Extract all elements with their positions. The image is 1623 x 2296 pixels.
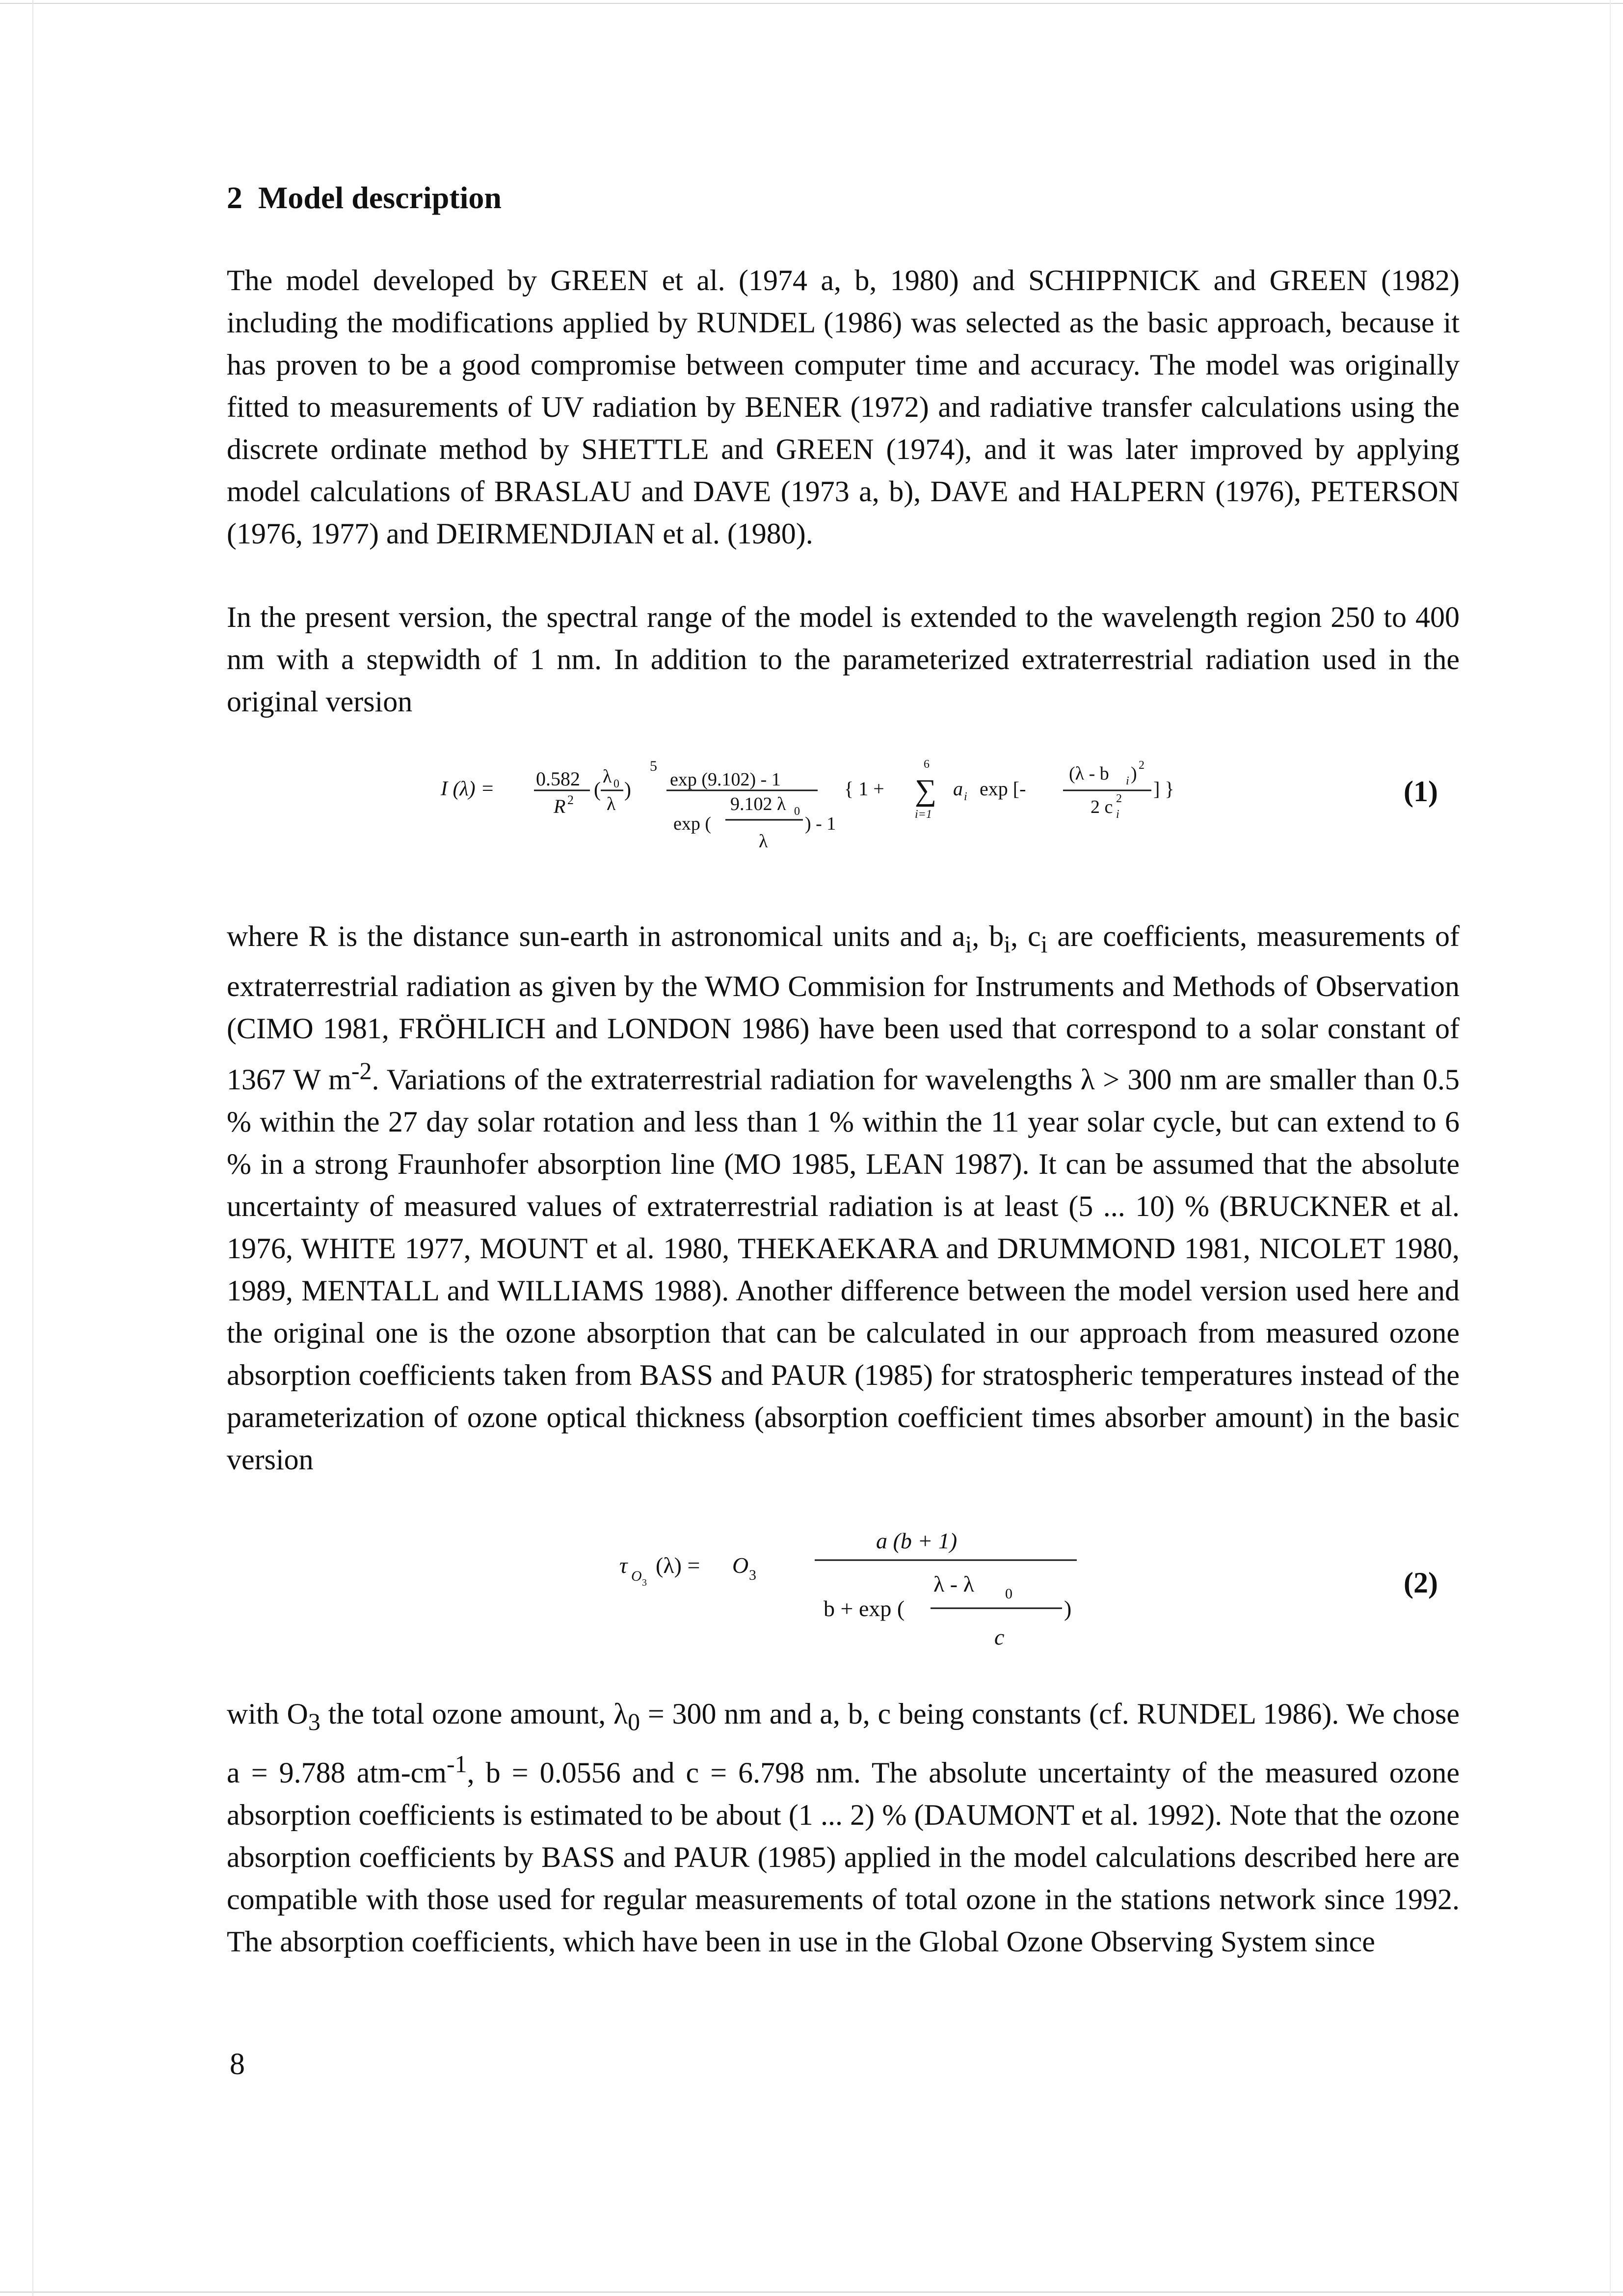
paragraph-spectral-range: In the present version, the spectral range of the model is extended to the wavelength region 250 to 400 nm with a stepwidth of 1 nm. In addition to the parameterized extraterrestrial radiation used in the original version — [227, 601, 1460, 718]
scan-edge-left — [32, 0, 33, 2296]
eq2-rhs-o: O — [732, 1553, 749, 1578]
eq2-den-close: ) — [1064, 1596, 1072, 1621]
equation-extraterrestrial-radiation — [432, 736, 1345, 884]
p4-text-a: with O — [227, 1698, 308, 1730]
p3-sub-c-i: i — [1040, 930, 1048, 958]
eq1-ratio-den: λ — [607, 794, 616, 814]
equation-2-svg — [613, 1512, 1129, 1659]
eq1-brace-open: { 1 + — [844, 778, 884, 800]
eq1-coef-den-sup: 2 — [567, 793, 574, 807]
eq1-frac-num: exp (9.102) - 1 — [670, 769, 781, 790]
eq2-den-inner-num-sub: 0 — [1005, 1586, 1012, 1602]
eq1-coef-den: R — [554, 795, 566, 817]
eq1-gauss-num-sub: i — [1126, 775, 1129, 787]
eq1-power: 5 — [650, 758, 657, 774]
p3-sup-m2: -2 — [351, 1057, 372, 1084]
p3-text-a: where R is the distance sun-earth in astronomical units and a — [227, 920, 965, 952]
eq1-exp-open: exp [- — [980, 778, 1026, 800]
p4-text-b: the total ozone amount, λ — [320, 1698, 628, 1730]
eq2-rhs-o-sub: 3 — [749, 1567, 756, 1583]
eq2-tau: τ — [619, 1553, 628, 1578]
eq2-tau-sub: O — [631, 1568, 642, 1584]
p4-text-d: , b = 0.0556 and c = 6.798 nm. The absolute uncertainty of the measured ozone absorption coefficients is estimated to be about (1 ... 2) % (DAUMONT et al. 1992). Note that the ozone absorption coefficients by BASS and PAUR (1985) applied in the model calculations described here are compatible with those used for regular measurements of total ozone in the stations network since 1992. The absorption coefficients, which have been in use in the Global Ozone Observing System since — [227, 1756, 1460, 1958]
eq2-num: a (b + 1) — [876, 1528, 958, 1553]
eq1-sum-term: a — [953, 778, 963, 800]
eq1-sum-upper: 6 — [924, 758, 930, 771]
p3-sub-a-i: i — [965, 930, 972, 958]
paragraph-extraterrestrial-coefficients — [227, 915, 1460, 1481]
eq1-frac-den-exp: exp ( — [673, 813, 712, 834]
eq1-lambda0: λ — [603, 766, 612, 787]
eq1-lhs: I (λ) = — [441, 778, 495, 800]
p3-text-d: are coefficients, measurements of extraterrestrial radiation as given by the WMO Commision for Instruments and Methods of Observation (CIMO 1981, FRÖHLICH and LONDON 1986) have been used that correspond to a solar constant of 1367 W m — [227, 920, 1460, 1096]
equation-ozone-optical-thickness — [613, 1512, 1129, 1659]
eq1-sum-term-sub: i — [964, 790, 967, 803]
eq1-paren-open: ( — [594, 779, 601, 801]
eq2-den-inner-num: λ - λ — [933, 1571, 974, 1596]
eq2-den-inner-den: c — [994, 1624, 1005, 1649]
eq1-sum-lower: i=1 — [915, 808, 932, 821]
p4-sub-3: 3 — [308, 1708, 320, 1735]
page-number: 8 — [230, 2048, 245, 2081]
eq1-gauss-den-sup: 2 — [1116, 792, 1122, 805]
eq1-gauss-num-sup: 2 — [1139, 759, 1144, 772]
eq2-tau-sub-sub: 3 — [642, 1577, 647, 1588]
scan-edge-bottom — [0, 2292, 1623, 2293]
section-heading — [227, 180, 502, 216]
p3-text-e: . Variations of the extraterrestrial radiation for wavelengths λ > 300 nm are smaller than 0.5 % within the 27 day solar rotation and less than 1 % within the 11 year solar cycle, but can extend to 6 % in a strong Fraunhofer absorption line (MO 1985, LEAN 1987). It can be assumed that the absolute uncertainty of measured values of extraterrestrial radiation is at least (5 ... 10) % (BRUCKNER et al. 1976, WHITE 1977, MOUNT et al. 1980, THEKAEKARA and DRUMMOND 1981, NICOLET 1980, 1989, MENTALL and WILLIAMS 1988). Another difference between the model version used here and the original one is the ozone absorption that can be calculated in our approach from measured ozone absorption coefficients taken from BASS and PAUR (1985) for stratospheric temperatures instead of the parameterization of ozone optical thickness (absorption coefficient times absorber amount) in the basic version — [227, 1063, 1460, 1476]
equation-1-svg — [432, 736, 1345, 884]
eq1-frac-den-inner-num-sub: 0 — [794, 805, 800, 818]
paragraph-ozone-constants — [227, 1693, 1460, 1963]
eq1-frac-den-inner-den: λ — [759, 831, 768, 852]
p3-text-c: , c — [1011, 920, 1041, 952]
eq1-sum-symbol: ∑ — [915, 774, 937, 807]
eq1-lambda0-sub: 0 — [613, 778, 619, 790]
eq1-gauss-den-sub: i — [1116, 808, 1119, 821]
eq1-gauss-num-tail: ) — [1131, 763, 1137, 784]
section-number: 2 — [227, 180, 242, 215]
eq1-gauss-den: 2 c — [1091, 797, 1113, 817]
paragraph-model-origin: The model developed by GREEN et al. (1974 a, b, 1980) and SCHIPPNICK and GREEN (1982) including the modifications applied by RUNDEL (1986) was selected as the basic approach, because it has proven to be a good compromise between computer time and accuracy. The model was originally fitted to measurements of UV radiation by BENER (1972) and radiative transfer calculations using the discrete ordinate method by SHETTLE and GREEN (1974), and it was later improved by applying model calculations of BRASLAU and DAVE (1973 a, b), DAVE and HALPERN (1976), PETERSON (1976, 1977) and DEIRMENDJIAN et al. (1980). — [227, 264, 1460, 550]
eq2-den-b: b + exp ( — [824, 1596, 905, 1621]
p3-sub-b-i: i — [1004, 930, 1011, 958]
eq1-frac-den-inner-num: 9.102 λ — [730, 794, 786, 814]
eq1-gauss-num: (λ - b — [1069, 763, 1109, 784]
scan-edge-right — [1610, 0, 1611, 2296]
p4-text-c: = 300 nm and a, b, c being constants (cf. RUNDEL 1986). We chose a = 9.788 atm-cm — [227, 1698, 1460, 1789]
p4-sub-0: 0 — [628, 1708, 640, 1735]
eq1-frac-den-tail: ) - 1 — [805, 813, 836, 834]
eq1-paren-close: ) — [624, 779, 631, 801]
eq1-close: ] } — [1153, 778, 1174, 800]
p4-sup-m1: -1 — [446, 1750, 467, 1778]
section-title: Model description — [258, 180, 502, 215]
eq1-coef-num: 0.582 — [536, 768, 580, 790]
equation-2-number: (2) — [1404, 1567, 1438, 1599]
eq2-lhs-arg: (λ) = — [656, 1553, 700, 1578]
scan-edge-top — [0, 3, 1623, 4]
equation-1-number: (1) — [1404, 775, 1438, 808]
p3-text-b: , b — [972, 920, 1004, 952]
